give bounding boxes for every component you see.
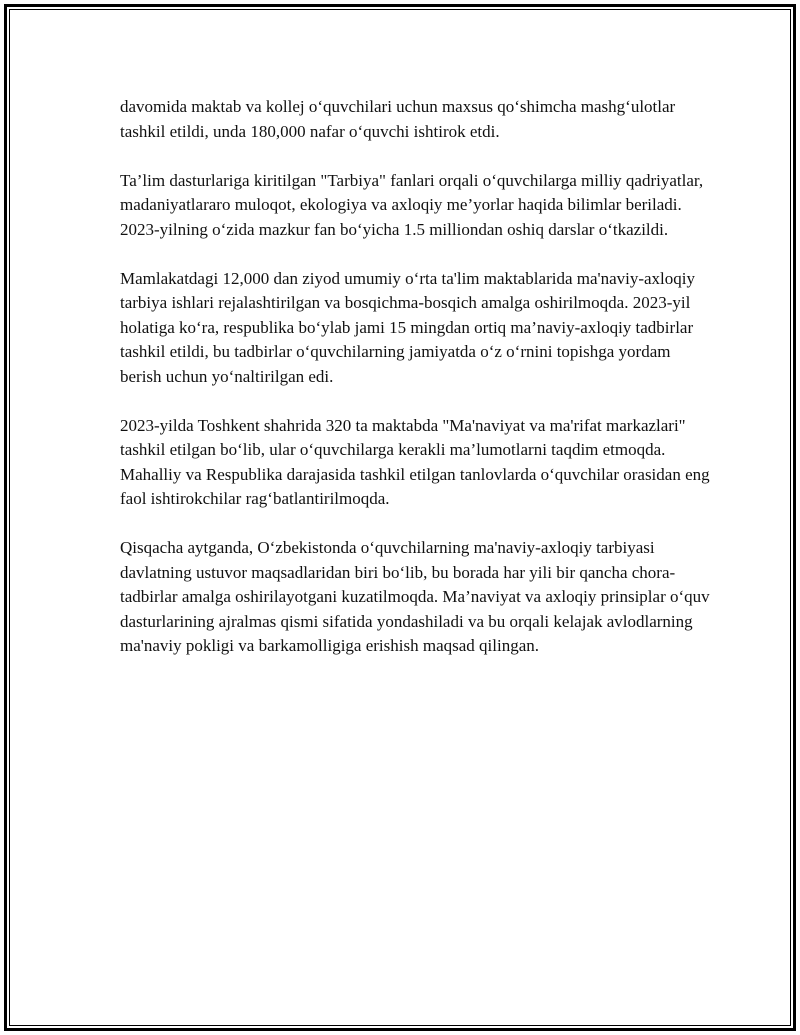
paragraph-3: Mamlakatdagi 12,000 dan ziyod umumiy o‘rta ta'lim maktablarida ma'naviy-axloqiy tarbiya ishlari rejalashtirilgan va bosqichma-bosqich amalga oshirilmoqda. 2023-yil holatiga ko‘ra, respublika bo‘ylab jami 15 mingdan ortiq ma’naviy-axloqiy tadbirlar tashkil etildi, bu tadbirlar o‘quvchilarning jamiyatda o‘z o‘rnini topishga yordam berish uchun yo‘naltirilgan edi. [120, 268, 696, 386]
document-body [120, 95, 710, 683]
paragraph-2: Ta’lim dasturlariga kiritilgan "Tarbiya" fanlari orqali o‘quvchilarga milliy qadriyatlar, madaniyatlararo muloqot, ekologiya va axloqiy me’yorlar haqida bilimlar beriladi. 2023-yilning o‘zida mazkur fan bo‘yicha 1.5 milliondan oshiq darslar o‘tkazildi. [120, 170, 704, 239]
paragraph-1: davomida maktab va kollej o‘quvchilari uchun maxsus qo‘shimcha mashg‘ulotlar tashkil etildi, unda 180,000 nafar o‘quvchi ishtirok etdi. [120, 97, 676, 141]
paragraph-4: 2023-yilda Toshkent shahrida 320 ta maktabda "Ma'naviyat va ma'rifat markazlari" tashkil etilgan bo‘lib, ular o‘quvchilarga kerakli ma’lumotlarni taqdim etmoqda. Mahalliy va Respublika darajasida tashkil etilgan tanlovlarda o‘quvchilar orasidan eng faol ishtirokchilar rag‘batlantirilmoqda. [120, 415, 710, 508]
paragraph-5: Qisqacha aytganda, O‘zbekistonda o‘quvchilarning ma'naviy-axloqiy tarbiyasi davlatning ustuvor maqsadlaridan biri bo‘lib, bu borada har yili bir qancha chora-tadbirlar amalga oshirilayotgani kuzatilmoqda. Ma’naviyat va axloqiy prinsiplar o‘quv dasturlarining ajralmas qismi sifatida yondashiladi va bu orqali kelajak avlodlarning ma'naviy pokligi va barkamolligiga erishish maqsad qilingan. [120, 538, 710, 655]
page-border [4, 4, 796, 1031]
